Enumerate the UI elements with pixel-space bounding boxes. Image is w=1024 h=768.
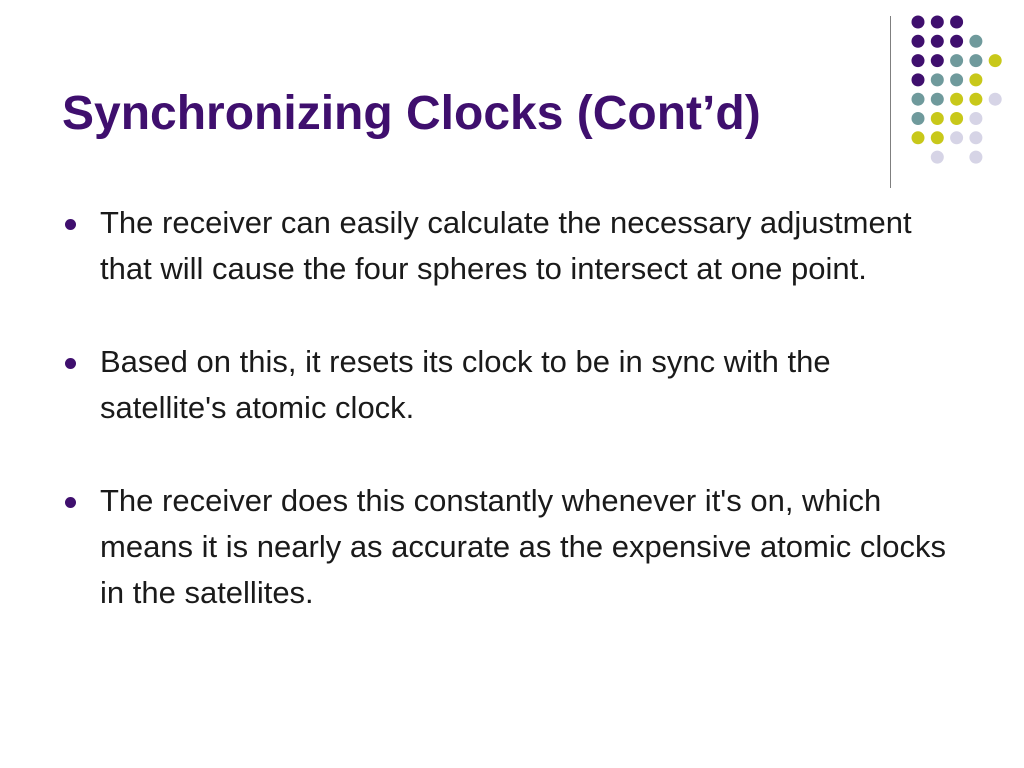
decorative-dot xyxy=(969,151,982,164)
bullet-item xyxy=(62,339,962,431)
bullet-text: Based on this, it resets its clock to be in sync with the satellite's atomic clock. xyxy=(100,344,831,425)
bullet-list xyxy=(62,200,962,663)
decorative-dot xyxy=(969,112,982,125)
decorative-dot xyxy=(989,93,1002,106)
bullet-text: The receiver can easily calculate the necessary adjustment that will cause the four spheres to intersect at one point. xyxy=(100,205,912,286)
decorative-dot xyxy=(912,93,925,106)
decorative-dot xyxy=(969,54,982,67)
decorative-dot xyxy=(950,54,963,67)
bullet-item xyxy=(62,200,962,292)
bullet-item xyxy=(62,478,962,616)
decorative-dot xyxy=(989,54,1002,67)
decorative-dot xyxy=(931,73,944,86)
decorative-dot xyxy=(950,73,963,86)
decorative-dot xyxy=(969,131,982,144)
decorative-dot xyxy=(912,73,925,86)
bullet-dot-icon xyxy=(65,358,76,369)
decorative-dot xyxy=(912,54,925,67)
decorative-dot xyxy=(950,112,963,125)
decorative-dot xyxy=(912,131,925,144)
bullet-dot-icon xyxy=(65,497,76,508)
decorative-dot xyxy=(931,16,944,29)
slide-title: Synchronizing Clocks (Cont’d) xyxy=(62,87,761,140)
decorative-dot xyxy=(950,131,963,144)
decorative-dot xyxy=(931,151,944,164)
decorative-dot xyxy=(931,35,944,48)
decorative-dot xyxy=(969,93,982,106)
decorative-dot xyxy=(969,35,982,48)
decorative-dot xyxy=(912,35,925,48)
decorative-dot xyxy=(950,93,963,106)
decorative-dot xyxy=(912,16,925,29)
decorative-dot xyxy=(931,54,944,67)
bullet-text: The receiver does this constantly whenever it's on, which means it is nearly as accurate as the expensive atomic clocks in the satellites. xyxy=(100,483,946,610)
decorative-dot xyxy=(931,93,944,106)
bullet-dot-icon xyxy=(65,219,76,230)
decorative-dot xyxy=(969,73,982,86)
decorative-dot xyxy=(950,16,963,29)
decorative-dot xyxy=(931,112,944,125)
decorative-dot xyxy=(931,131,944,144)
decorative-dot xyxy=(950,35,963,48)
title-divider-line xyxy=(890,16,891,188)
decorative-dot xyxy=(912,112,925,125)
